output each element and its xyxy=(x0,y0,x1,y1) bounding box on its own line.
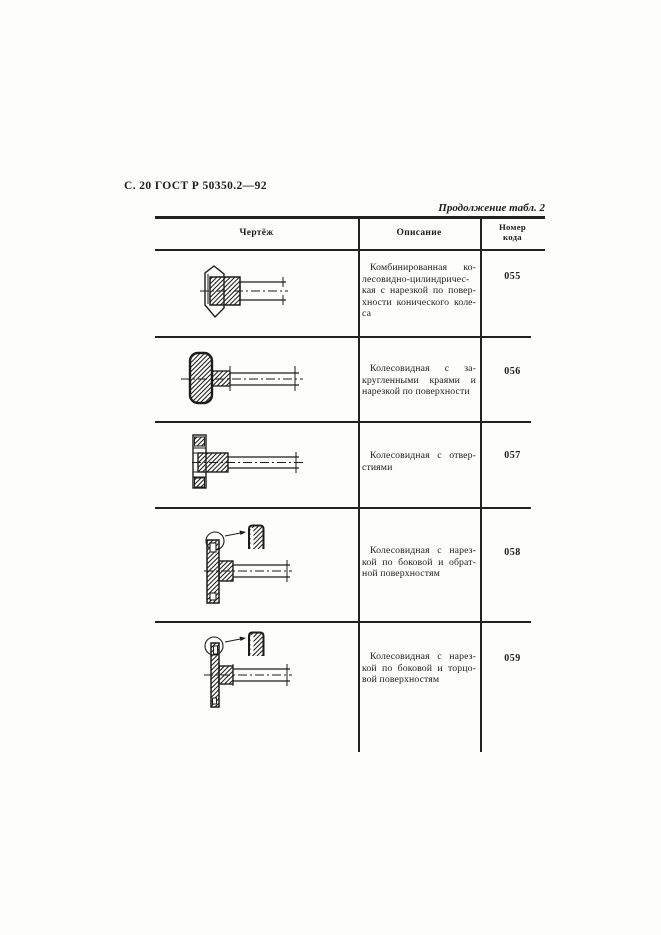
row-separator-4 xyxy=(155,621,531,623)
column-divider-1 xyxy=(358,216,360,752)
table-header-bottom-border xyxy=(155,249,545,251)
row-code: 056 xyxy=(504,366,521,377)
table-top-border xyxy=(155,216,545,219)
row-separator-3 xyxy=(155,507,531,509)
drawing-wheel-rounded-edges xyxy=(180,351,305,406)
row-description: Колесовидная с нарез- кой по боковой и торцо- вой поверхностям xyxy=(362,651,476,686)
drawing-wheel-side-back-thread xyxy=(204,522,294,607)
row-description: Комбинированная ко- лесовидно-цилиндричес- кая с нарезкой по повер- хности конического коле- са xyxy=(362,262,476,320)
column-divider-2 xyxy=(480,216,482,752)
row-description: Колесовидная с нарез- кой по боковой и обрат- ной поверхностям xyxy=(362,545,476,580)
row-code: 058 xyxy=(504,547,521,558)
row-separator-1 xyxy=(155,336,531,338)
column-header-description: Описание xyxy=(396,228,442,238)
drawing-wheel-with-holes xyxy=(191,434,305,490)
page-header: С. 20 ГОСТ Р 50350.2—92 xyxy=(124,180,267,192)
drawing-combined-wheel-cylindrical-bevel xyxy=(198,260,290,324)
drawing-wheel-side-face-thread xyxy=(202,630,294,712)
row-description: Колесовидная с за- кругленными краями и нарезкой по поверхности xyxy=(362,363,476,398)
row-separator-2 xyxy=(155,421,531,423)
row-description: Колесовидная с отвер- стиями xyxy=(362,450,476,473)
row-code: 059 xyxy=(504,653,521,664)
table-continuation-caption: Продолжение табл. 2 xyxy=(438,202,545,214)
column-header-code: Номер кода xyxy=(498,222,527,242)
row-code: 057 xyxy=(504,450,521,461)
row-code: 055 xyxy=(504,271,521,282)
column-header-drawing: Чертёж xyxy=(239,228,274,238)
